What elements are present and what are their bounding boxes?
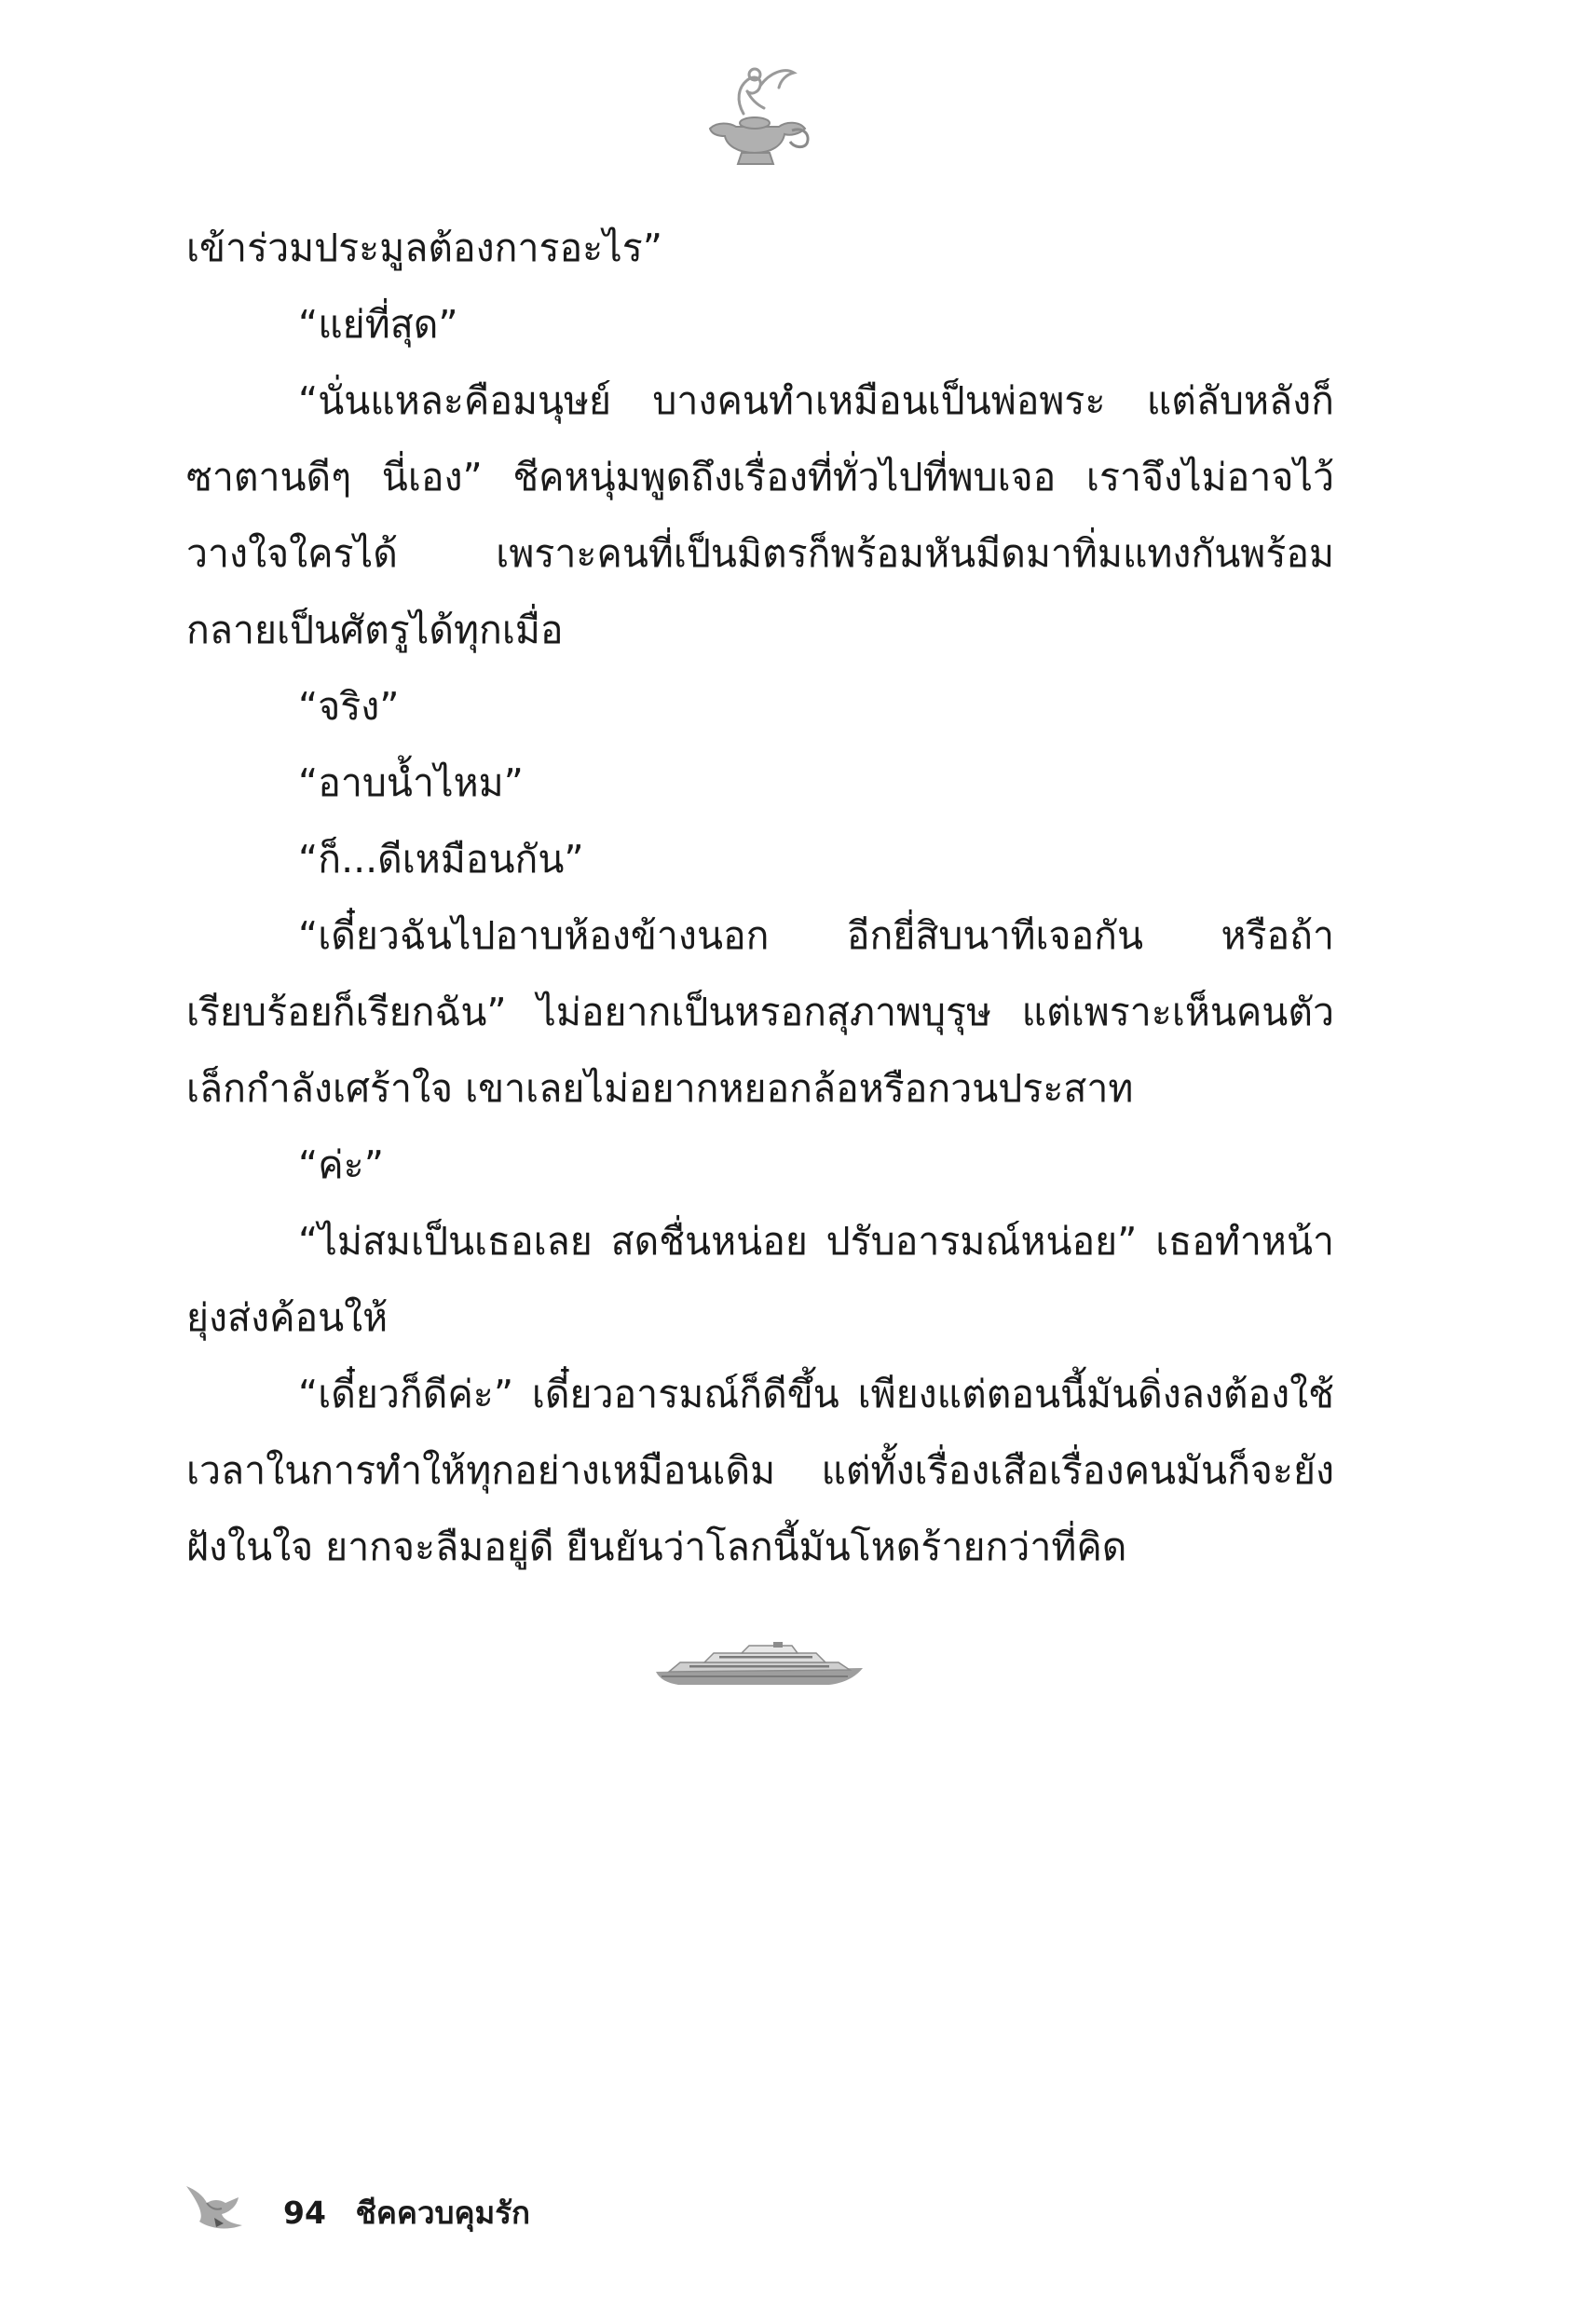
page-number: 94: [283, 2195, 326, 2231]
paragraph: “ค่ะ”: [298, 1142, 384, 1187]
page-footer: [183, 2181, 835, 2236]
paragraph: “เดี๋ยวฉันไปอาบห้องข้างนอก อีกยี่สิบนาทีเจอกัน หรือถ้าเรียบร้อยก็เรียกฉัน” ไม่อยากเป็นหรอกสุภาพบุรุษ แต่เพราะเห็นคนตัวเล็กกำลังเศร้าใจ เขาเลยไม่อยากหยอกล้อหรือกวนประสาท: [186, 913, 1334, 1111]
paragraph: “ไม่สมเป็นเธอเลย สดชื่นหน่อย ปรับอารมณ์หน่อย” เธอทำหน้ายุ่งส่งค้อนให้: [186, 1219, 1334, 1340]
paragraph: “เดี๋ยวก็ดีค่ะ” เดี๋ยวอารมณ์ก็ดีขึ้น เพียงแต่ตอนนี้มันดิ่งลงต้องใช้เวลาในการทำให้ทุกอย่างเหมือนเดิม แต่ทั้งเรื่องเสือเรื่องคนมันก็จะยังฝังในใจ ยากจะลืมอยู่ดี ยืนยันว่าโลกนี้มันโหดร้ายกว่าที่คิด: [186, 1372, 1334, 1569]
paragraph: “อาบน้ำไหม”: [298, 760, 524, 805]
paragraph: เข้าร่วมประมูลต้องการอะไร”: [186, 226, 663, 270]
book-title: ชีคควบคุมรัก: [355, 2195, 530, 2231]
genie-icon: [183, 2181, 250, 2233]
lamp-and-genie-icon: [689, 56, 820, 177]
paragraph: “ก็...ดีเหมือนกัน”: [298, 837, 584, 882]
paragraph: “จริง”: [298, 684, 400, 729]
paragraph: “แย่ที่สุด”: [298, 302, 458, 347]
cruise-ship-icon: [652, 1640, 866, 1689]
paragraph: “นั่นแหละคือมนุษย์ บางคนทำเหมือนเป็นพ่อพระ แต่ลับหลังก็ซาตานดีๆ นี่เอง” ชีคหนุ่มพูดถึงเรื่องที่ทั่วไปที่พบเจอ เราจึงไม่อาจไว้วางใจใครได้ เพราะคนที่เป็นมิตรก็พร้อมหันมีดมาทิ่มแทงกันพร้อมกลายเป็นศัตรูได้ทุกเมื่อ: [186, 378, 1334, 652]
body-text: [186, 210, 1334, 1585]
folio: [283, 2188, 530, 2237]
